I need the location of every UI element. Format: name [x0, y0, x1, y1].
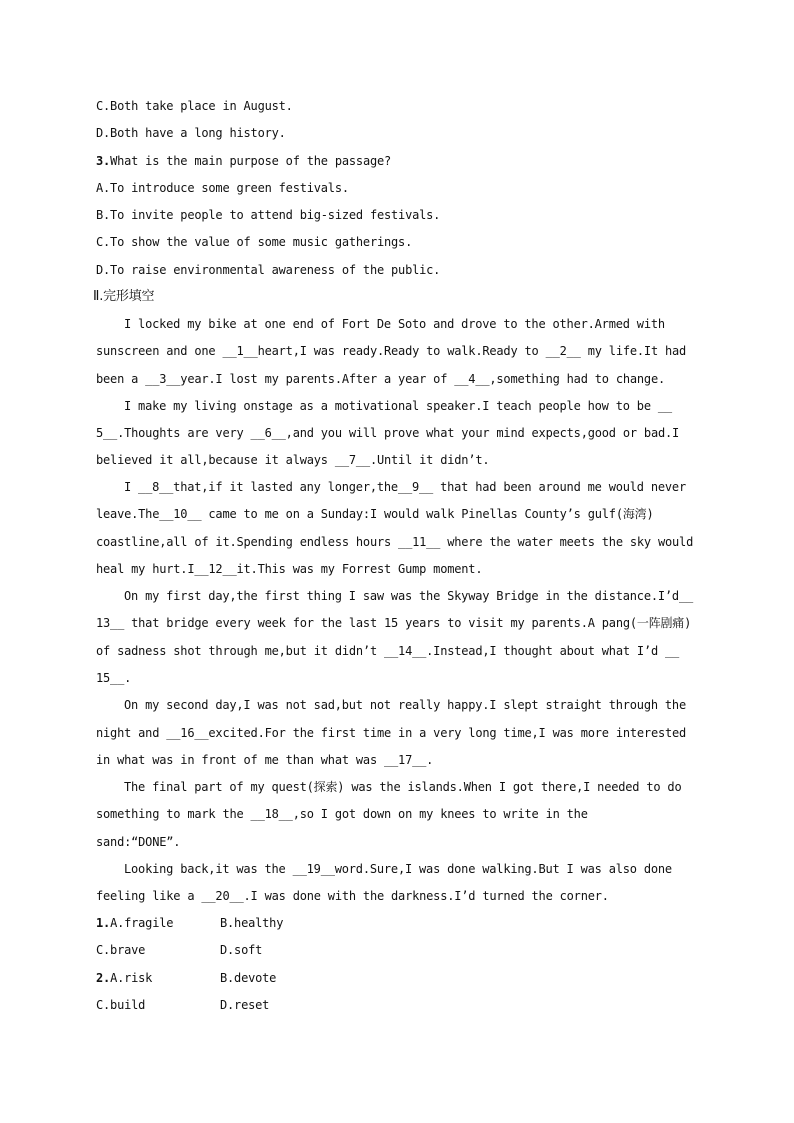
option-c: C.build — [96, 998, 146, 1012]
passage-line: 15__. — [96, 671, 132, 685]
passage-line: been a __3__year.I lost my parents.After a year of __4__,something had to change. — [96, 372, 665, 386]
passage-line: in what was in front of me than what was __17__. — [96, 753, 434, 767]
passage-line: I make my living onstage as a motivational speaker.I teach people how to be __ — [124, 399, 672, 413]
passage-line: night and __16__excited.For the first time in a very long time,I was more interested — [96, 726, 687, 740]
q3-option-b: B.To invite people to attend big-sized festivals. — [96, 208, 441, 222]
passage-line: 5__.Thoughts are very __6__,and you will prove what your mind expects,good or bad.I — [96, 426, 680, 440]
passage-line: coastline,all of it.Spending endless hours __11__ where the water meets the sky would — [96, 535, 694, 549]
passage-line: Looking back,it was the __19__word.Sure,I was done walking.But I was also done — [124, 862, 672, 876]
q3-stem-line — [96, 153, 391, 169]
q3-stem: What is the main purpose of the passage? — [110, 154, 392, 168]
question-number: 1. — [96, 916, 111, 930]
passage-line: something to mark the __18__,so I got down on my knees to write in the — [96, 807, 588, 821]
option-b: B.devote — [220, 971, 277, 985]
q3-option-c: C.To show the value of some music gatherings. — [96, 235, 413, 249]
answer-option-c — [96, 942, 145, 958]
option-c: C.brave — [96, 943, 146, 957]
passage-line: sunscreen and one __1__heart,I was ready.Ready to walk.Ready to __2__ my life.It had — [96, 344, 687, 358]
option-d: D.soft — [220, 943, 263, 957]
passage-line: 13__ that bridge every week for the last 15 years to visit my parents.A pang(一阵剧痛) — [96, 616, 692, 630]
answer-option-a — [96, 970, 152, 986]
passage-line: heal my hurt.I__12__it.This was my Forrest Gump moment. — [96, 562, 483, 576]
passage-line: On my second day,I was not sad,but not really happy.I slept straight through the — [124, 698, 686, 712]
passage-line: sand:“DONE”. — [96, 835, 181, 849]
passage-line: leave.The__10__ came to me on a Sunday:I would walk Pinellas County’s gulf(海湾) — [96, 507, 654, 521]
q2-option-c: C.Both take place in August. — [96, 99, 293, 113]
option-a: A.risk — [110, 971, 153, 985]
passage-line: of sadness shot through me,but it didn’t __14__.Instead,I thought about what I’d __ — [96, 644, 680, 658]
passage-line: I locked my bike at one end of Fort De Soto and drove to the other.Armed with — [124, 317, 665, 331]
answer-option-a — [96, 915, 173, 931]
passage-line: believed it all,because it always __7__.Until it didn’t. — [96, 453, 490, 467]
passage-line: I __8__that,if it lasted any longer,the__9__ that had been around me would never — [124, 480, 686, 494]
q3-option-d: D.To raise environmental awareness of the public. — [96, 263, 441, 277]
q3-option-a: A.To introduce some green festivals. — [96, 181, 349, 195]
option-b: B.healthy — [220, 916, 284, 930]
option-a: A.fragile — [110, 916, 174, 930]
q3-number: 3. — [96, 154, 111, 168]
passage-line: The final part of my quest(探索) was the islands.When I got there,I needed to do — [124, 780, 682, 794]
question-number: 2. — [96, 971, 111, 985]
passage-line: On my first day,the first thing I saw was the Skyway Bridge in the distance.I’d__ — [124, 589, 693, 603]
section-heading: Ⅱ.完形填空 — [93, 289, 155, 304]
answer-option-c — [96, 997, 145, 1013]
option-d: D.reset — [220, 998, 270, 1012]
passage-line: feeling like a __20__.I was done with the darkness.I’d turned the corner. — [96, 889, 609, 903]
q2-option-d: D.Both have a long history. — [96, 126, 286, 140]
